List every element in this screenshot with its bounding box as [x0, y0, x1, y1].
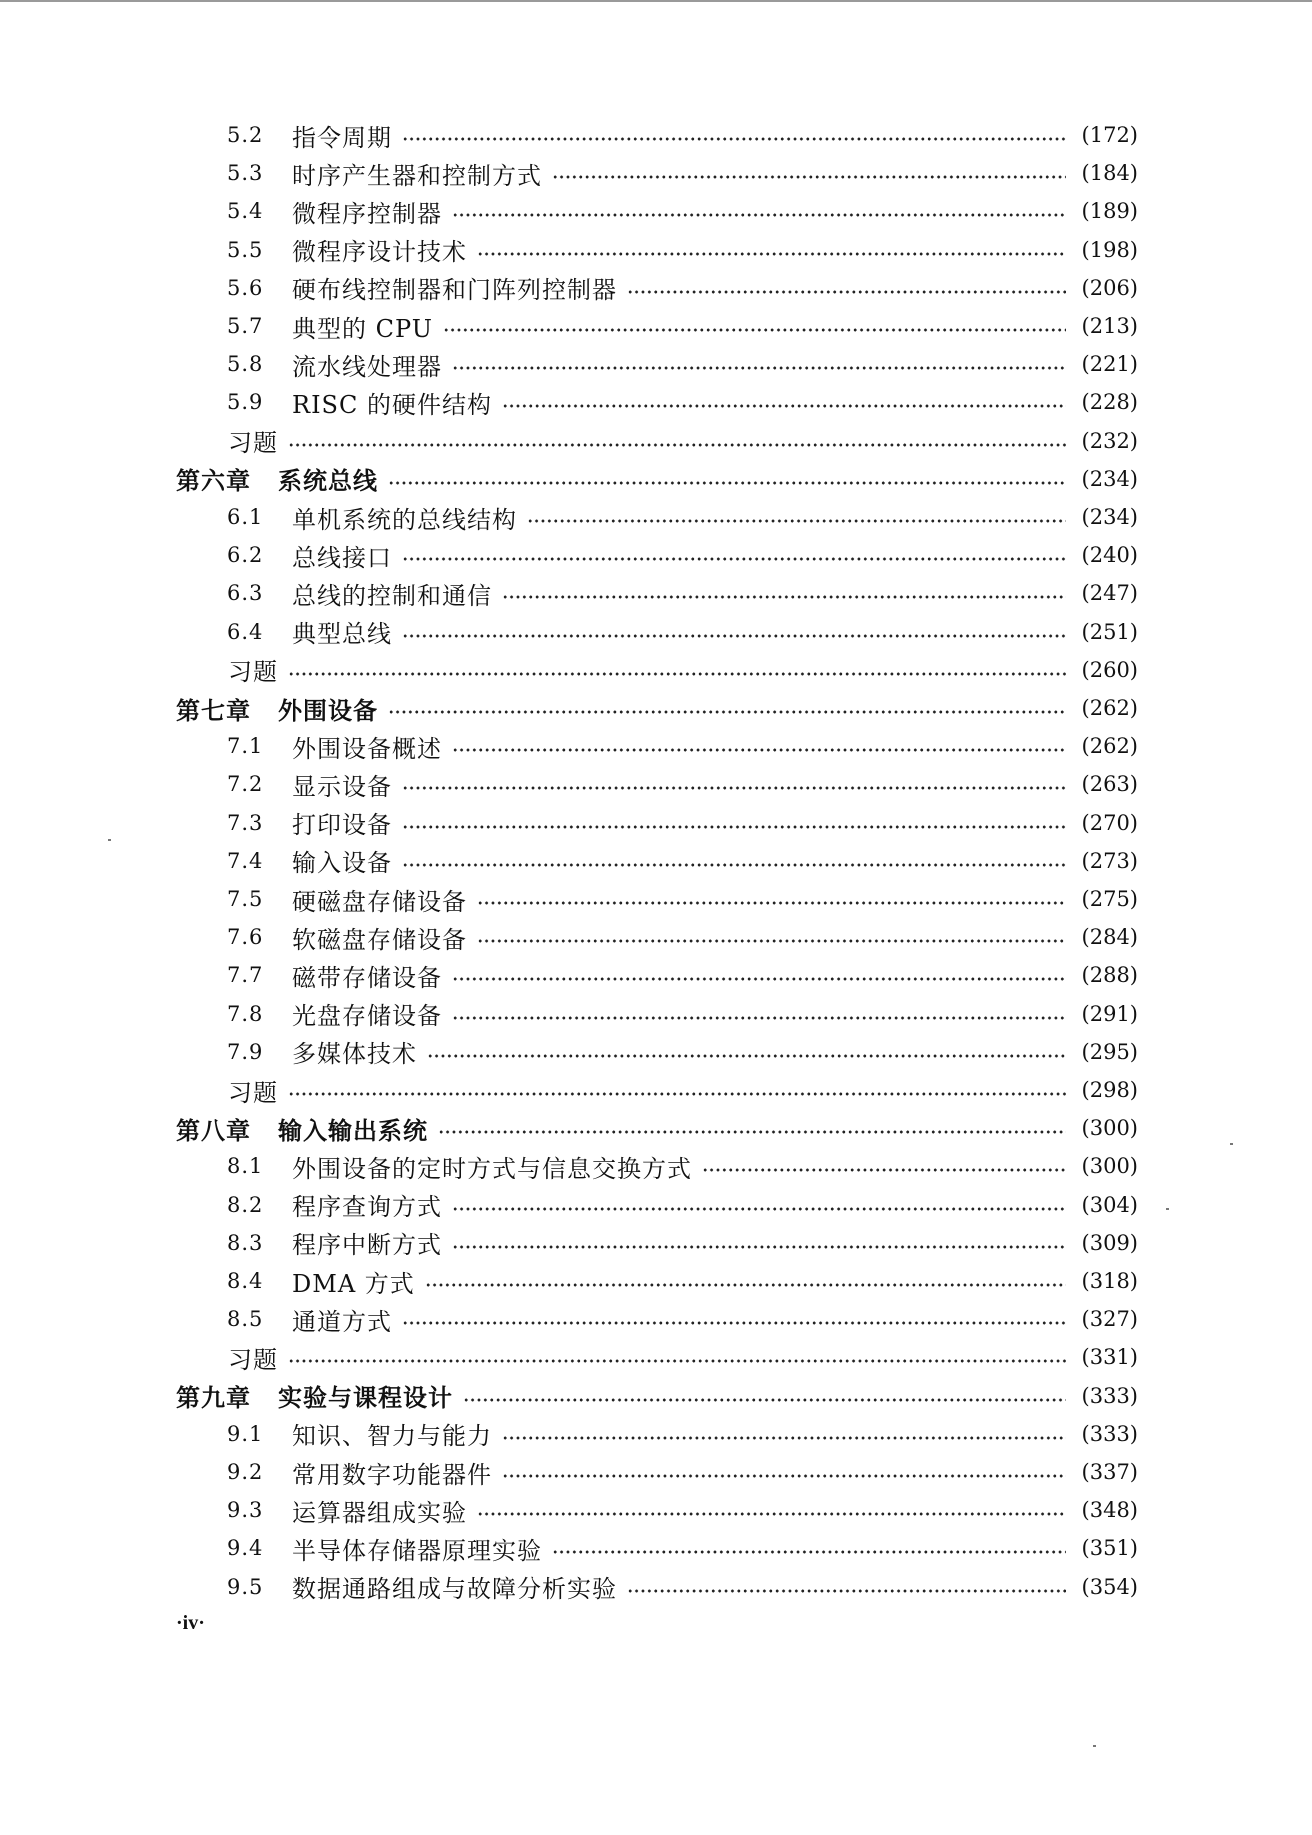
dot-leader [288, 1359, 1066, 1363]
dot-leader [443, 328, 1066, 332]
page-number: (206) [1081, 275, 1138, 300]
dot-leader [477, 252, 1066, 256]
entry-title: 流水线处理器 [292, 352, 442, 381]
entry-title: 外围设备概述 [292, 734, 442, 763]
toc-section-row [0, 880, 1312, 918]
section-number: 5.8 [227, 352, 264, 377]
section-number: 6.2 [227, 543, 264, 568]
toc-section-row [0, 804, 1312, 842]
toc-section-row [0, 345, 1312, 383]
toc-section-row [0, 383, 1312, 421]
dot-leader [452, 213, 1066, 217]
dot-leader [627, 290, 1066, 294]
dot-leader [452, 366, 1066, 370]
page-number: (263) [1081, 772, 1138, 797]
page-number: (327) [1081, 1307, 1138, 1332]
section-number: 7.1 [227, 734, 264, 759]
page-number: (189) [1081, 199, 1138, 224]
entry-title: DMA 方式 [292, 1269, 415, 1298]
section-number: 8.5 [227, 1307, 264, 1332]
section-number: 9.3 [227, 1498, 264, 1523]
page-number: (262) [1081, 734, 1138, 759]
page-number: (262) [1081, 696, 1138, 720]
dot-leader [502, 1474, 1066, 1478]
dot-leader [452, 1207, 1066, 1211]
page-number-footer: ·iv· [176, 1612, 205, 1634]
entry-title: 习题 [228, 1078, 278, 1107]
section-number: 9.5 [227, 1574, 264, 1599]
dot-leader [425, 1283, 1066, 1287]
page-number: (351) [1081, 1536, 1138, 1561]
section-number: 5.7 [227, 314, 264, 338]
dot-leader [402, 557, 1066, 561]
entry-title: 常用数字功能器件 [292, 1460, 492, 1489]
chapter-label: 第八章 [176, 1115, 251, 1145]
section-number: 8.3 [227, 1230, 264, 1255]
page-number: (331) [1081, 1345, 1138, 1370]
entry-title: 通道方式 [292, 1307, 392, 1336]
page-number: (221) [1081, 352, 1138, 377]
toc-section-row [0, 842, 1312, 880]
chapter-label: 第六章 [176, 466, 251, 496]
page-number: (333) [1081, 1421, 1138, 1446]
dot-leader [477, 1512, 1066, 1516]
page-number: (234) [1081, 505, 1138, 529]
scan-speck [1230, 1143, 1233, 1145]
page-number: (213) [1081, 314, 1138, 338]
entry-title: 程序中断方式 [292, 1231, 442, 1260]
entry-title: 磁带存储设备 [292, 963, 442, 992]
page-number: (198) [1081, 237, 1138, 262]
page-number: (298) [1081, 1078, 1138, 1102]
toc-section-row [0, 1147, 1312, 1185]
section-number: 5.5 [227, 237, 264, 262]
chapter-label: 第九章 [176, 1383, 251, 1413]
toc-section-row [0, 574, 1312, 612]
toc-section-row [0, 1186, 1312, 1224]
page-number: (333) [1081, 1383, 1138, 1408]
page-number: (247) [1081, 581, 1138, 606]
section-number: 7.8 [227, 1001, 264, 1026]
dot-leader [288, 1092, 1066, 1096]
dot-leader [388, 481, 1066, 485]
toc-chapter-row [0, 1377, 1312, 1415]
toc-chapter-row [0, 1109, 1312, 1147]
page-number: (184) [1081, 161, 1138, 186]
toc-section-row [0, 1491, 1312, 1529]
toc-section-row [0, 1415, 1312, 1453]
entry-title: 习题 [228, 658, 278, 687]
toc-section-row [0, 613, 1312, 651]
entry-title: 半导体存储器原理实验 [292, 1536, 542, 1565]
entry-title: 指令周期 [292, 123, 392, 152]
toc-section-row [0, 1453, 1312, 1491]
section-number: 5.3 [227, 161, 264, 186]
dot-leader [452, 748, 1066, 752]
page-number: (228) [1081, 390, 1138, 415]
toc-exercise-row [0, 422, 1312, 460]
dot-leader [288, 443, 1066, 447]
dot-leader [477, 901, 1066, 905]
entry-title: 光盘存储设备 [292, 1002, 442, 1031]
page-number: (348) [1081, 1498, 1138, 1523]
entry-title: 微程序控制器 [292, 199, 442, 228]
scan-speck [108, 839, 111, 841]
dot-leader [452, 1016, 1066, 1020]
page-number: (234) [1081, 466, 1138, 491]
page-number: (309) [1081, 1230, 1138, 1255]
section-number: 9.2 [227, 1460, 264, 1484]
entry-title: 输入输出系统 [278, 1115, 428, 1145]
page-number: (232) [1081, 428, 1138, 453]
page-number: (172) [1081, 123, 1138, 147]
page-number: (291) [1081, 1001, 1138, 1026]
dot-leader [502, 404, 1066, 408]
dot-leader [463, 1398, 1066, 1402]
dot-leader [402, 137, 1066, 141]
entry-title: 典型总线 [292, 620, 392, 649]
dot-leader [452, 977, 1066, 981]
entry-title: 微程序设计技术 [292, 238, 467, 267]
page-number: (270) [1081, 810, 1138, 835]
toc-section-row [0, 1568, 1312, 1606]
entry-title: 习题 [228, 1345, 278, 1374]
chapter-label: 第七章 [176, 695, 251, 725]
toc-section-row [0, 498, 1312, 536]
section-number: 8.2 [227, 1192, 264, 1217]
entry-title: 数据通路组成与故障分析实验 [292, 1575, 617, 1604]
section-number: 7.7 [227, 963, 264, 988]
dot-leader [627, 1589, 1066, 1593]
toc-section-row [0, 1529, 1312, 1567]
entry-title: 硬布线控制器和门阵列控制器 [292, 276, 617, 305]
section-number: 5.6 [227, 275, 264, 300]
dot-leader [452, 1245, 1066, 1249]
page-number: (288) [1081, 963, 1138, 988]
dot-leader [552, 175, 1066, 179]
dot-leader [402, 863, 1066, 867]
toc-section-row [0, 1224, 1312, 1262]
entry-title: 打印设备 [292, 811, 392, 840]
entry-title: 输入设备 [292, 849, 392, 878]
section-number: 8.4 [227, 1269, 264, 1293]
toc-section-row [0, 192, 1312, 230]
toc-section-row [0, 536, 1312, 574]
page-number: (318) [1081, 1269, 1138, 1293]
toc-section-row [0, 1033, 1312, 1071]
toc-exercise-row [0, 651, 1312, 689]
dot-leader [477, 939, 1066, 943]
entry-title: 知识、智力与能力 [292, 1422, 492, 1451]
dot-leader [427, 1054, 1066, 1058]
section-number: 5.2 [227, 123, 264, 147]
section-number: 8.1 [227, 1154, 264, 1179]
page-number: (300) [1081, 1116, 1138, 1141]
page-number: (251) [1081, 619, 1138, 644]
page-number: (300) [1081, 1154, 1138, 1179]
toc-section-row [0, 1262, 1312, 1300]
scan-speck [1166, 1208, 1169, 1210]
toc-section-row [0, 116, 1312, 154]
section-number: 7.3 [227, 810, 264, 835]
section-number: 6.4 [227, 619, 264, 644]
entry-title: 习题 [228, 429, 278, 458]
dot-leader [527, 519, 1066, 523]
dot-leader [702, 1168, 1066, 1172]
scan-speck [1093, 1745, 1096, 1747]
toc-section-row [0, 154, 1312, 192]
dot-leader [552, 1550, 1066, 1554]
dot-leader [402, 825, 1066, 829]
entry-title: 显示设备 [292, 772, 392, 801]
entry-title: 外围设备 [278, 695, 378, 725]
page-number: (337) [1081, 1460, 1138, 1484]
toc-exercise-row [0, 1338, 1312, 1376]
dot-leader [288, 672, 1066, 676]
section-number: 9.4 [227, 1536, 264, 1561]
dot-leader [402, 1321, 1066, 1325]
page-number: (284) [1081, 925, 1138, 950]
entry-title: 硬磁盘存储设备 [292, 887, 467, 916]
toc-chapter-row [0, 689, 1312, 727]
entry-title: 系统总线 [278, 466, 378, 496]
entry-title: 外围设备的定时方式与信息交换方式 [292, 1154, 692, 1183]
page-number: (354) [1081, 1574, 1138, 1599]
toc-chapter-row [0, 460, 1312, 498]
section-number: 6.1 [227, 505, 264, 529]
section-number: 7.5 [227, 887, 264, 911]
toc-section-row [0, 918, 1312, 956]
dot-leader [402, 786, 1066, 790]
entry-title: 实验与课程设计 [278, 1383, 453, 1413]
page-number: (273) [1081, 848, 1138, 873]
section-number: 7.2 [227, 772, 264, 797]
dot-leader [388, 710, 1066, 714]
entry-title: 总线接口 [292, 543, 392, 572]
page-number: (295) [1081, 1039, 1138, 1064]
toc-section-row [0, 765, 1312, 803]
entry-title: 典型的 CPU [292, 314, 433, 343]
section-number: 5.4 [227, 199, 264, 224]
entry-title: 总线的控制和通信 [292, 581, 492, 610]
toc-section-row [0, 1300, 1312, 1338]
entry-title: 多媒体技术 [292, 1040, 417, 1069]
toc-section-row [0, 956, 1312, 994]
entry-title: 软磁盘存储设备 [292, 925, 467, 954]
dot-leader [502, 595, 1066, 599]
entry-title: 时序产生器和控制方式 [292, 161, 542, 190]
page-number: (304) [1081, 1192, 1138, 1217]
entry-title: 运算器组成实验 [292, 1498, 467, 1527]
toc-section-row [0, 307, 1312, 345]
toc-exercise-row [0, 1071, 1312, 1109]
page-number: (275) [1081, 887, 1138, 911]
dot-leader [502, 1436, 1066, 1440]
toc-section-row [0, 269, 1312, 307]
page-number: (240) [1081, 543, 1138, 568]
section-number: 9.1 [227, 1421, 264, 1446]
entry-title: 程序查询方式 [292, 1193, 442, 1222]
toc-section-row [0, 995, 1312, 1033]
dot-leader [402, 634, 1066, 638]
section-number: 7.9 [227, 1039, 264, 1064]
dot-leader [438, 1130, 1066, 1134]
section-number: 7.6 [227, 925, 264, 950]
section-number: 6.3 [227, 581, 264, 606]
toc-section-row [0, 231, 1312, 269]
section-number: 7.4 [227, 848, 264, 873]
section-number: 5.9 [227, 390, 264, 415]
page-number: (260) [1081, 657, 1138, 682]
entry-title: 单机系统的总线结构 [292, 505, 517, 534]
entry-title: RISC 的硬件结构 [292, 390, 492, 419]
toc-section-row [0, 727, 1312, 765]
